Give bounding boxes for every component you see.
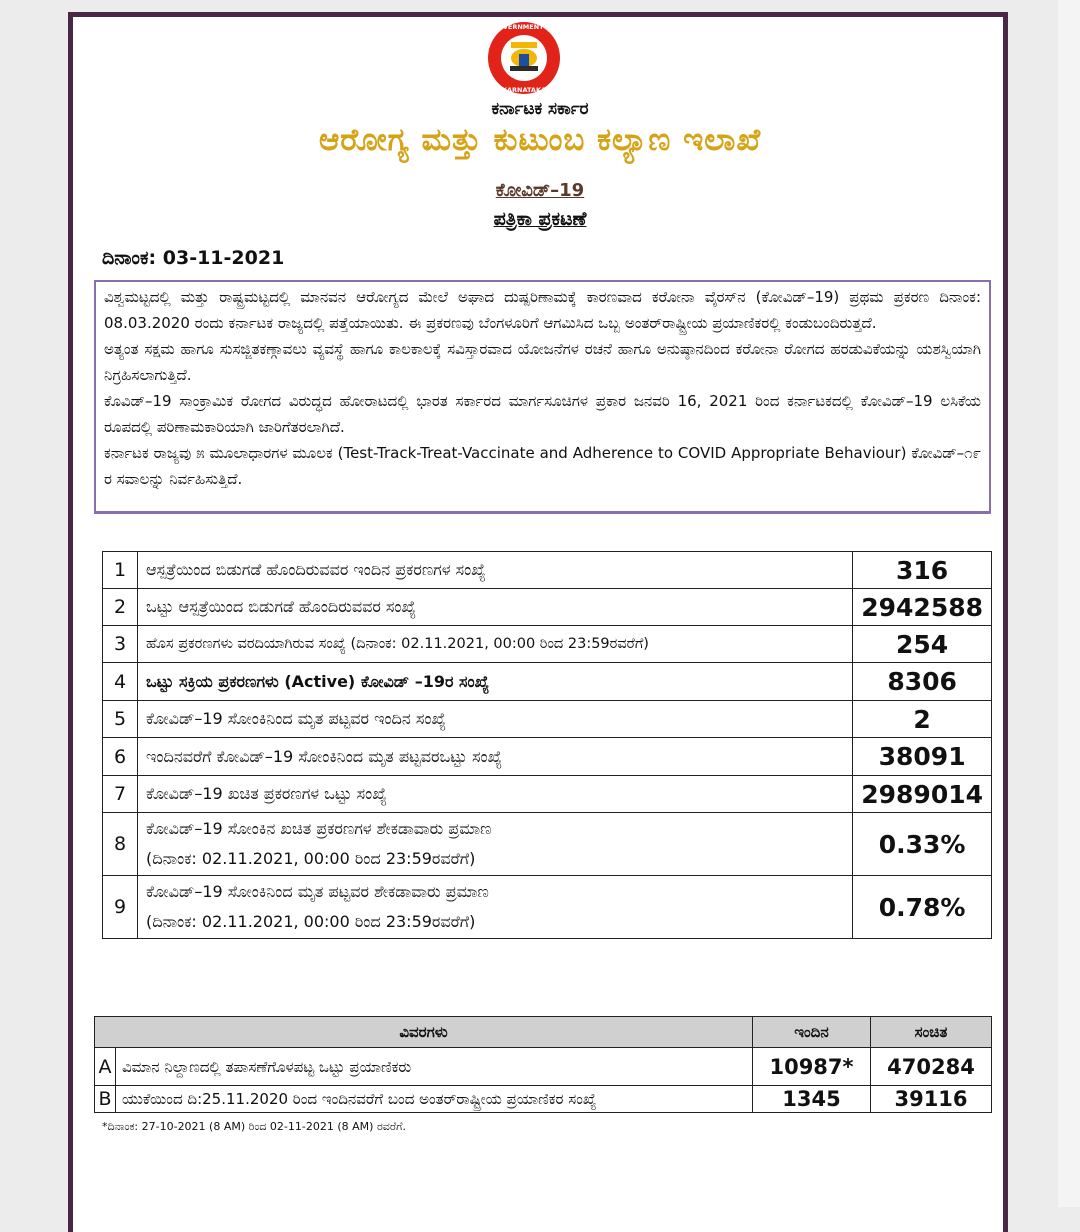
intro-box (94, 280, 991, 514)
row-key: B (95, 1086, 116, 1113)
government-name: ಕರ್ನಾಟಕ ಸರ್ಕಾರ (491, 99, 589, 119)
table-header-row (95, 1017, 992, 1048)
travellers-table (94, 1016, 992, 1113)
row-label-cell (138, 876, 853, 939)
table-row (103, 876, 992, 939)
footnote: *ದಿನಾಂಕ: 27-10-2021 (8 AM) ರಿಂದ 02-11-2021 (8 AM) ರವರೆಗೆ. (102, 1120, 406, 1133)
row-sublabel: (ದಿನಾಂಕ: 02.11.2021, 00:00 ರಿಂದ 23:59ರವರೆಗೆ) (146, 912, 476, 931)
row-today: 10987* (753, 1048, 871, 1086)
row-number: 3 (103, 626, 138, 663)
column-header: ವಿವರಗಳು (95, 1017, 753, 1048)
table-row (103, 589, 992, 626)
intro-paragraph: ಕರ್ನಾಟಕ ರಾಜ್ಯವು ೫ ಮೂಲಾಧಾರಗಳ ಮೂಲಕ (Test-Track-Treat-Vaccinate and Adherence to COVID Appropriate Behaviour) ಕೋವಿಡ್–೧೯ ರ ಸವಾಲನ್ನು ನಿರ್ವಹಿಸುತ್ತಿದೆ. (104, 444, 981, 488)
row-value: 8306 (853, 663, 992, 701)
row-number: 5 (103, 701, 138, 738)
row-label-cell (138, 813, 853, 876)
table-row (95, 1086, 992, 1113)
release-date (102, 247, 284, 269)
table-row (103, 776, 992, 813)
row-number: 7 (103, 776, 138, 813)
table-row (103, 813, 992, 876)
column-header: ಇಂದಿನ (753, 1017, 871, 1048)
table-row (95, 1048, 992, 1086)
row-label: ಕೋವಿಡ್–19 ಸೋಂಕಿನ ಖಚಿತ ಪ್ರಕರಣಗಳ ಶೇಕಡಾವಾರು ಪ್ರಮಾಣ (146, 819, 492, 838)
row-value: 254 (853, 626, 992, 663)
row-cumulative: 470284 (871, 1048, 992, 1086)
press-release-heading: ಪತ್ರಿಕಾ ಪ್ರಕಟಣೆ (493, 208, 587, 230)
row-number: 9 (103, 876, 138, 939)
row-label: ವಿಮಾನ ನಿಲ್ದಾಣದಲ್ಲಿ ತಪಾಸಣೆಗೊಳಪಟ್ಟ ಒಟ್ಟು ಪ್ರಯಾಣಿಕರು (116, 1048, 753, 1086)
row-value: 2942588 (853, 589, 992, 626)
column-header: ಸಂಚಿತ (871, 1017, 992, 1048)
covid-heading: ಕೋವಿಡ್–19 (495, 180, 585, 201)
row-today: 1345 (753, 1086, 871, 1113)
row-label: ಯುಕೆಯಿಂದ ದಿ:25.11.2020 ರಿಂದ ಇಂದಿನವರೆಗೆ ಬಂದ ಅಂತರ್‌ರಾಷ್ಟ್ರೀಯ ಪ್ರಯಾಣಿಕರ ಸಂಖ್ಯೆ (116, 1086, 753, 1113)
row-number: 8 (103, 813, 138, 876)
row-value: 2 (853, 701, 992, 738)
row-label: ಹೊಸ ಪ್ರಕರಣಗಳು ವರದಿಯಾಗಿರುವ ಸಂಖ್ಯೆ (ದಿನಾಂಕ: 02.11.2021, 00:00 ರಿಂದ 23:59ರವರೆಗೆ) (138, 626, 853, 663)
row-number: 4 (103, 663, 138, 701)
row-value: 316 (853, 552, 992, 589)
row-value: 2989014 (853, 776, 992, 813)
row-label: ಒಟ್ಟು ಸಕ್ರಿಯ ಪ್ರಕರಣಗಳು (Active) ಕೋವಿಡ್ –19ರ ಸಂಖ್ಯೆ (138, 663, 853, 701)
row-value: 0.33% (853, 813, 992, 876)
department-title: ಆರೋಗ್ಯ ಮತ್ತು ಕುಟುಂಬ ಕಲ್ಯಾಣ ಇಲಾಖೆ (318, 122, 762, 158)
row-cumulative: 39116 (871, 1086, 992, 1113)
table-row (103, 552, 992, 589)
row-key: A (95, 1048, 116, 1086)
svg-text:GOVERNMENT OF: GOVERNMENT OF (492, 23, 556, 31)
date-label: ದಿನಾಂಕ: (102, 247, 157, 269)
table-row (103, 626, 992, 663)
karnataka-emblem-logo (474, 20, 574, 96)
row-value: 38091 (853, 738, 992, 776)
covid-stats-table (102, 551, 992, 939)
intro-paragraph: ಅತ್ಯಂತ ಸಕ್ಷಮ ಹಾಗೂ ಸುಸಜ್ಜಿತಕಣ್ಗಾವಲು ವ್ಯವಸ್ಥೆ ಹಾಗೂ ಕಾಲಕಾಲಕ್ಕೆ ಸವಿಸ್ತಾರವಾದ ಯೋಜನೆಗಳ ರಚನೆ ಹಾಗೂ ಅನುಷ್ಠಾನದಿಂದ ಕರೋನಾ ರೋಗದ ಹರಡುವಿಕೆಯನ್ನು ಯಶಸ್ವಿಯಾಗಿ ನಿಗ್ರಹಿಸಲಾಗುತ್ತಿದೆ. (104, 340, 981, 384)
svg-text:KARNATAKA: KARNATAKA (501, 86, 547, 94)
table-row (103, 663, 992, 701)
row-number: 2 (103, 589, 138, 626)
row-value: 0.78% (853, 876, 992, 939)
row-label: ಒಟ್ಟು ಆಸ್ಪತ್ರೆಯಿಂದ ಬಿಡುಗಡೆ ಹೊಂದಿರುವವರ ಸಂಖ್ಯೆ (138, 589, 853, 626)
intro-paragraph: ಕೊವಿಡ್–19 ಸಾಂಕ್ರಾಮಿಕ ರೋಗದ ವಿರುದ್ಧದ ಹೋರಾಟದಲ್ಲಿ ಭಾರತ ಸರ್ಕಾರದ ಮಾರ್ಗಸೂಚಿಗಳ ಪ್ರಕಾರ ಜನವರಿ 16, 2021 ರಿಂದ ಕರ್ನಾಟಕದಲ್ಲಿ ಕೋವಿಡ್–19 ಲಸಿಕೆಯ ರೂಪದಲ್ಲಿ ಪರಿಣಾಮಕಾರಿಯಾಗಿ ಜಾರಿಗೆತರಲಾಗಿದೆ. (104, 392, 981, 436)
intro-paragraph: ವಿಶ್ವಮಟ್ಟದಲ್ಲಿ ಮತ್ತು ರಾಷ್ಟ್ರಮಟ್ಟದಲ್ಲಿ ಮಾನವನ ಆರೋಗ್ಯದ ಮೇಲೆ ಅಘಾದ ದುಷ್ಪರಿಣಾಮಕ್ಕೆ ಕಾರಣವಾದ ಕರೋನಾ ವೈರಸ್‌ನ (ಕೋವಿಡ್–19) ಪ್ರಥಮ ಪ್ರಕರಣ ದಿನಾಂಕ: 08.03.2020 ರಂದು ಕರ್ನಾಟಕ ರಾಜ್ಯದಲ್ಲಿ ಪತ್ತೆಯಾಯಿತು. ಈ ಪ್ರಕರಣವು ಬೆಂಗಳೂರಿಗೆ ಆಗಮಿಸಿದ ಒಬ್ಬ ಅಂತರ್‌ರಾಷ್ಟ್ರೀಯ ಪ್ರಯಾಣಿಕರಲ್ಲಿ ಕಂಡುಬಂದಿರುತ್ತದೆ. (104, 288, 981, 332)
row-label: ಕೋವಿಡ್–19 ಸೋಂಕಿನಿಂದ ಮೃತ ಪಟ್ಟವರ ಶೇಕಡಾವಾರು ಪ್ರಮಾಣ (146, 882, 489, 901)
row-number: 6 (103, 738, 138, 776)
table-row (103, 738, 992, 776)
row-label: ಆಸ್ಪತ್ರೆಯಿಂದ ಬಿಡುಗಡೆ ಹೊಂದಿರುವವರ ಇಂದಿನ ಪ್ರಕರಣಗಳ ಸಂಖ್ಯೆ (138, 552, 853, 589)
table-row (103, 701, 992, 738)
row-label: ಕೋವಿಡ್–19 ಸೋಂಕಿನಿಂದ ಮೃತ ಪಟ್ಟವರ ಇಂದಿನ ಸಂಖ್ಯೆ (138, 701, 853, 738)
row-label: ಕೋವಿಡ್–19 ಖಚಿತ ಪ್ರಕರಣಗಳ ಒಟ್ಟು ಸಂಖ್ಯೆ (138, 776, 853, 813)
row-sublabel: (ದಿನಾಂಕ: 02.11.2021, 00:00 ರಿಂದ 23:59ರವರೆಗೆ) (146, 849, 476, 868)
date-value: 03-11-2021 (162, 247, 285, 269)
row-label: ಇಂದಿನವರೆಗೆ ಕೋವಿಡ್–19 ಸೋಂಕಿನಿಂದ ಮೃತ ಪಟ್ಟವರಒಟ್ಟು ಸಂಖ್ಯೆ (138, 738, 853, 776)
row-number: 1 (103, 552, 138, 589)
